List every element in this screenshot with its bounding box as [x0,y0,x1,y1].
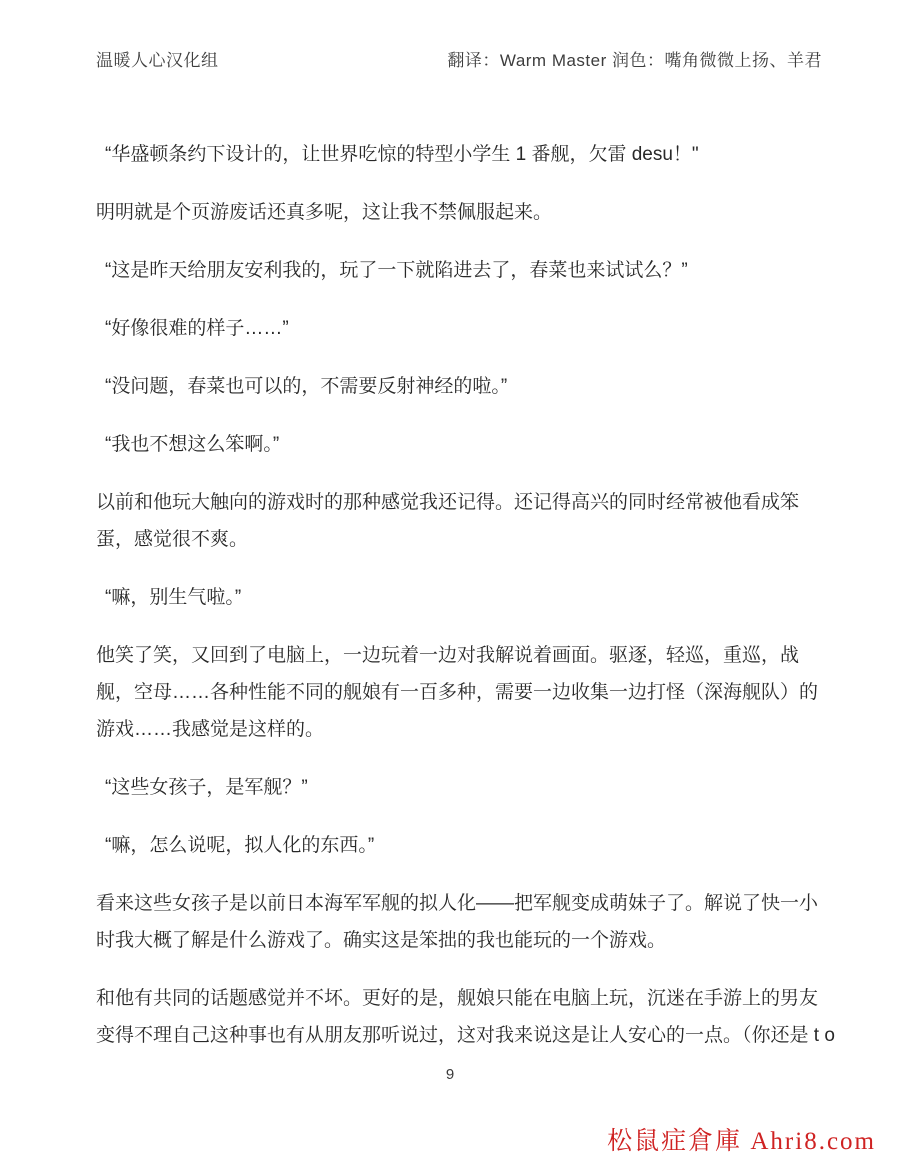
paragraph: “没问题，春菜也可以的，不需要反射神经的啦。” [105,376,508,397]
paragraph: “这些女孩子，是军舰？” [105,777,308,798]
paragraphs [96,136,836,1075]
paragraph: 看来这些女孩子是以前日本海军军舰的拟人化——把军舰变成萌妹子了。解说了快一小时我大概了解是什么游戏了。确实这是笨拙的我也能玩的一个游戏。 [96,893,819,951]
paragraph: “嘛，怎么说呢，拟人化的东西。” [105,835,375,856]
page-number: 9 [445,1066,455,1083]
paragraph: 和他有共同的话题感觉并不坏。更好的是，舰娘只能在电脑上玩，沉迷在手游上的男友变得不理自己这种事也有从朋友那听说过，这对我来说这是让人安心的一点。（你还是 t o [96,988,835,1046]
watermark: 松鼠症倉庫 Ahri8.com [607,1128,876,1155]
header-credits: 翻译：Warm Master 润色：嘴角微微上扬、羊君 [447,51,822,70]
header-group-name: 温暖人心汉化组 [96,51,219,70]
paragraph: “华盛顿条约下设计的，让世界吃惊的特型小学生 1 番舰，欠雷 desu！" [105,144,699,165]
paragraph: 明明就是个页游废话还真多呢，这让我不禁佩服起来。 [96,202,553,223]
paragraph: “好像很难的样子……” [105,318,289,339]
paragraph: 以前和他玩大触向的游戏时的那种感觉我还记得。还记得高兴的同时经常被他看成笨蛋，感觉很不爽。 [96,492,800,550]
paragraph: “我也不想这么笨啊。” [105,434,280,455]
paragraph: 他笑了笑，又回到了电脑上，一边玩着一边对我解说着画面。驱逐，轻巡，重巡，战舰，空母……各种性能不同的舰娘有一百多种，需要一边收集一边打怪（深海舰队）的游戏……我感觉是这样的。 [96,645,819,740]
paragraph: “这是昨天给朋友安利我的，玩了一下就陷进去了，春菜也来试试么？” [105,260,688,281]
paragraph: “嘛，别生气啦。” [105,587,242,608]
page-header [96,50,822,72]
